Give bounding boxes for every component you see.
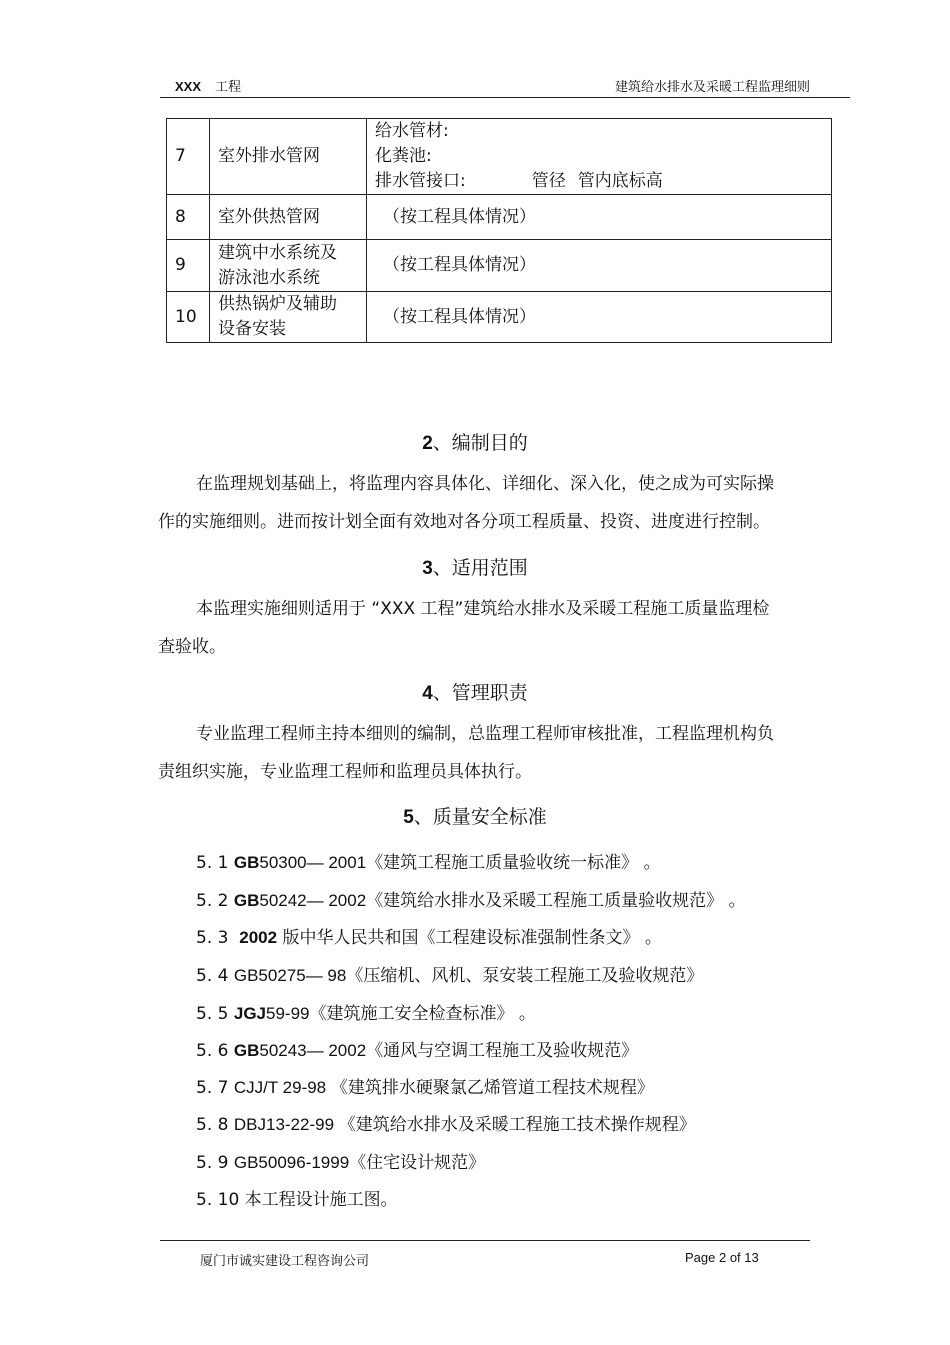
standard-index: 5. 6 (196, 1041, 229, 1061)
section-heading (0, 428, 950, 455)
section-number: 4 (422, 683, 433, 704)
standard-code: CJJ/T (233, 1078, 278, 1097)
section-title: 、质量安全标准 (413, 806, 547, 828)
standard-title: 《建筑排水硬聚氯乙烯管道工程技术规程》 (330, 1078, 654, 1098)
standard-code: DBJ (233, 1115, 266, 1134)
standard-number: 50275— 98 (258, 966, 347, 985)
row-item-name (210, 292, 367, 343)
standard-item (196, 1073, 654, 1098)
table-row (167, 292, 832, 343)
standard-item (196, 961, 703, 986)
footer-company: 厦门市诚实建设工程咨询公司 (200, 1254, 370, 1269)
paragraph-line: 责组织实施，专业监理工程师和监理员具体执行。 (158, 762, 532, 782)
row-description: （按工程具体情况） (367, 240, 832, 292)
description-line (375, 169, 823, 194)
standard-title: 《建筑施工安全检查标准》 (309, 1004, 514, 1024)
paragraph-line: 在监理规划基础上，将监理内容具体化、详细化、深入化，使之成为可实际操 (196, 474, 774, 494)
standard-number: 50242— 2002 (259, 891, 367, 910)
table-row (167, 240, 832, 292)
section-number: 2 (422, 433, 433, 454)
standard-code: GB (233, 966, 259, 985)
standard-item (196, 1036, 638, 1061)
description-line: 给水管材: (375, 121, 449, 141)
standard-number: 50300— 2001 (259, 853, 367, 872)
standard-code: GB (233, 891, 260, 910)
table-row (167, 119, 832, 195)
standard-tail: 。 (723, 891, 746, 911)
section-heading (0, 802, 950, 829)
standard-tail: 。 (638, 853, 661, 873)
section-number: 3 (422, 558, 433, 579)
page-number: Page 2 of 13 (685, 1250, 759, 1265)
section-number: 5 (403, 807, 414, 828)
footer-divider (160, 1240, 810, 1241)
standard-title: 《建筑工程施工质量验收统一标准》 (366, 853, 639, 873)
section-heading (0, 553, 950, 580)
standard-item (196, 1110, 696, 1135)
standard-index: 5. 10 (196, 1190, 240, 1210)
standard-code: GB (233, 1041, 260, 1060)
standard-index: 5. 7 (196, 1078, 229, 1098)
section-title: 、适用范围 (432, 557, 528, 579)
standard-code: GB (233, 1153, 259, 1172)
header-project-label: 工程 (215, 80, 242, 95)
standard-number: 29-98 (277, 1078, 331, 1097)
table-row (167, 195, 832, 240)
item-name-line: 设备安装 (218, 319, 286, 339)
row-description: （按工程具体情况） (367, 195, 832, 240)
standard-number: 13-22-99 (265, 1115, 339, 1134)
row-number: 10 (167, 292, 210, 343)
standard-index: 5. 3 (196, 928, 229, 948)
paragraph-line: 查验收。 (158, 637, 226, 657)
standard-title: 《住宅设计规范》 (349, 1153, 486, 1173)
row-number: 9 (167, 240, 210, 292)
header-project-code: XXX (175, 79, 202, 94)
standard-item (196, 848, 661, 873)
standard-code: 2002 (239, 928, 278, 947)
row-description: （按工程具体情况） (367, 292, 832, 343)
row-item-name (210, 240, 367, 292)
standard-item (196, 886, 746, 911)
section-paragraph (158, 590, 838, 666)
standard-item (196, 999, 536, 1024)
row-item-name: 室外供热管网 (210, 195, 367, 240)
standard-number: 50096-1999 (258, 1153, 350, 1172)
paragraph-line: 专业监理工程师主持本细则的编制，总监理工程师审核批准，工程监理机构负 (196, 724, 774, 744)
description-segment: 排水管接口: (375, 171, 466, 191)
page-header-title: 建筑给水排水及采暖工程监理细则 (614, 80, 810, 95)
description-line: 化粪池: (375, 146, 432, 166)
row-number: 8 (167, 195, 210, 240)
standard-number: 50243— 2002 (259, 1041, 367, 1060)
standard-item (196, 923, 662, 948)
standard-title: 《建筑给水排水及采暖工程施工技术操作规程》 (338, 1115, 696, 1135)
header-divider (160, 97, 850, 98)
standard-title: 《建筑给水排水及采暖工程施工质量验收规范》 (366, 891, 724, 911)
standard-tail: 。 (513, 1004, 536, 1024)
standard-title: 本工程设计施工图。 (244, 1190, 398, 1210)
row-number: 7 (167, 119, 210, 195)
item-name-line: 供热锅炉及辅助 (218, 294, 337, 314)
standard-code: JGJ (233, 1004, 266, 1023)
section-paragraph (158, 715, 838, 791)
paragraph-line: 作的实施细则。进而按计划全面有效地对各分项工程质量、投资、进度进行控制。 (158, 512, 770, 532)
standard-item (196, 1185, 398, 1210)
page-header-left (175, 76, 241, 95)
section-paragraph (158, 465, 838, 541)
description-segment: 管内底标高 (577, 171, 663, 191)
standard-index: 5. 8 (196, 1115, 229, 1135)
standard-index: 5. 9 (196, 1153, 229, 1173)
standard-number: 59-99 (266, 1004, 310, 1023)
section-heading (0, 678, 950, 705)
item-name-line: 游泳池水系统 (218, 267, 320, 288)
standard-title: 《压缩机、风机、泵安装工程施工及验收规范》 (346, 966, 704, 986)
description-segment: 管径 (531, 171, 566, 191)
standard-index: 5. 1 (196, 853, 229, 873)
section-title: 、管理职责 (432, 682, 528, 704)
standard-index: 5. 5 (196, 1004, 229, 1024)
row-description (367, 119, 832, 195)
standard-title: 《通风与空调工程施工及验收规范》 (366, 1041, 639, 1061)
standard-code: GB (233, 853, 260, 872)
standard-tail: 。 (639, 928, 662, 948)
paragraph-line: 本监理实施细则适用于 “XXX 工程”建筑给水排水及采暖工程施工质量监理检 (196, 599, 770, 619)
section-title: 、编制目的 (432, 432, 528, 454)
standard-index: 5. 4 (196, 966, 229, 986)
standard-title: 版中华人民共和国《工程建设标准强制性条文》 (277, 928, 640, 948)
standard-index: 5. 2 (196, 891, 229, 911)
scope-table (166, 118, 832, 343)
standard-item (196, 1148, 485, 1173)
item-name-line: 建筑中水系统及 (218, 242, 337, 263)
row-item-name: 室外排水管网 (210, 119, 367, 195)
